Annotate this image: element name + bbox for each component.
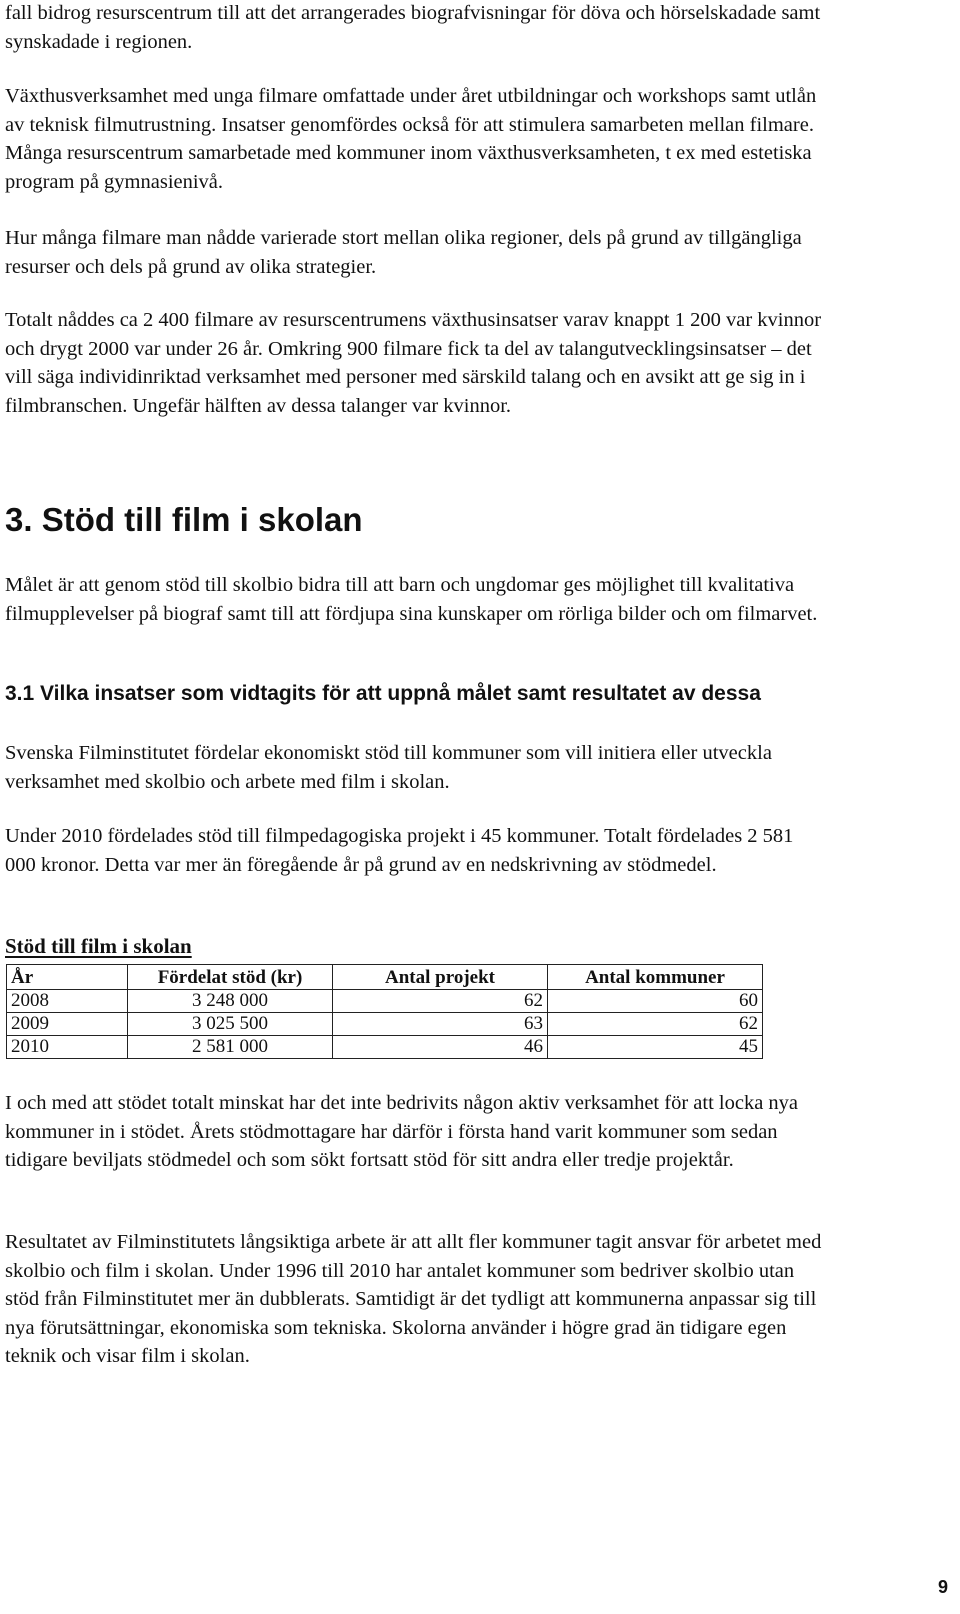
table-header-cell: År [7,965,128,990]
paragraph-stodet-minskat: I och med att stödet totalt minskat har det inte bedrivits någon aktiv verksamhet för att locka nya kommuner in i stödet. Årets stödmottagare har därför i första hand varit kommuner som sedan tidigare beviljats stödmedel och som sökt fortsatt stöd för sitt andra eller tredje projektår. [5,1092,799,1171]
paragraph-under-2010: Under 2010 fördelades stöd till filmpedagogiska projekt i 45 kommuner. Totalt fördelades 2 581 000 kronor. Detta var mer än föregående år på grund av en nedskrivning av stödmedel. [5,825,794,876]
table-row [7,1013,763,1036]
support-table [6,964,763,1059]
table-cell-municipalities: 60 [548,990,763,1013]
table-cell-amount: 3 025 500 [128,1013,333,1036]
table-cell-projects: 62 [333,990,548,1013]
paragraph-totalt-filmare: Totalt nåddes ca 2 400 filmare av resurscentrumens växthusinsatser varav knappt 1 200 var kvinnor och drygt 2000 var under 26 år. Omkring 900 filmare fick ta del av talangutvecklingsinsatser – det vill säga individinriktad verksamhet med personer med särskild talang och en avsikt att ge sig in i filmbranschen. Ungefär hälften av dessa talanger var kvinnor. [5,309,822,417]
table-header-cell: Fördelat stöd (kr) [128,965,333,990]
page-number: 9 [937,1577,948,1597]
subsection-heading: 3.1 Vilka insatser som vidtagits för att uppnå målet samt resultatet av dessa [5,682,761,705]
table-cell-municipalities: 62 [548,1013,763,1036]
table-cell-municipalities: 45 [548,1036,763,1059]
table-cell-projects: 63 [333,1013,548,1036]
table-row [7,990,763,1013]
table-cell-amount: 2 581 000 [128,1036,333,1059]
table-cell-year: 2009 [7,1013,128,1036]
paragraph-resultatet: Resultatet av Filminstitutets långsiktiga arbete är att allt fler kommuner tagit ansvar för arbetet med skolbio och film i skolan. Under 1996 till 2010 har antalet kommuner som bedriver skolbio utan stöd från Filminstitutet mer än dubblerats. Samtidigt är det tydligt att kommunerna anpassar sig till nya förutsättningar, ekonomiska som tekniska. Skolorna använder i högre grad än tidigare egen teknik och visar film i skolan. [5,1231,822,1367]
paragraph-malet: Målet är att genom stöd till skolbio bidra till att barn och ungdomar ges möjlighet till kvalitativa filmupplevelser på biograf samt till att fördjupa sina kunskaper om rörliga bilder och om filmarvet. [5,574,818,625]
table-header-row [7,965,763,990]
paragraph-vaxthusverksamhet: Växthusverksamhet med unga filmare omfattade under året utbildningar och workshops samt utlån av teknisk filmutrustning. Insatser genomfördes också för att stimulera samarbeten mellan filmare. Många resurscentrum samarbetade med kommuner inom växthusverksamheten, t ex med estetiska program på gymnasienivå. [5,85,817,193]
table-title: Stöd till film i skolan [5,934,192,958]
table-cell-amount: 3 248 000 [128,990,333,1013]
paragraph-filmare-regioner: Hur många filmare man nådde varierade stort mellan olika regioner, dels på grund av tillgängliga resurser och dels på grund av olika strategier. [5,227,802,278]
section-heading: 3. Stöd till film i skolan [5,501,363,538]
table-cell-projects: 46 [333,1036,548,1059]
table-header-cell: Antal kommuner [548,965,763,990]
table-cell-year: 2008 [7,990,128,1013]
table-header-cell: Antal projekt [333,965,548,990]
table-cell-year: 2010 [7,1036,128,1059]
paragraph-ekonomiskt-stod: Svenska Filminstitutet fördelar ekonomiskt stöd till kommuner som vill initiera eller utveckla verksamhet med skolbio och arbete med film i skolan. [5,742,772,793]
table-row [7,1036,763,1059]
paragraph-resurscentrum-visningar: fall bidrog resurscentrum till att det arrangerades biografvisningar för döva och hörselskadade samt synskadade i regionen. [5,2,821,53]
